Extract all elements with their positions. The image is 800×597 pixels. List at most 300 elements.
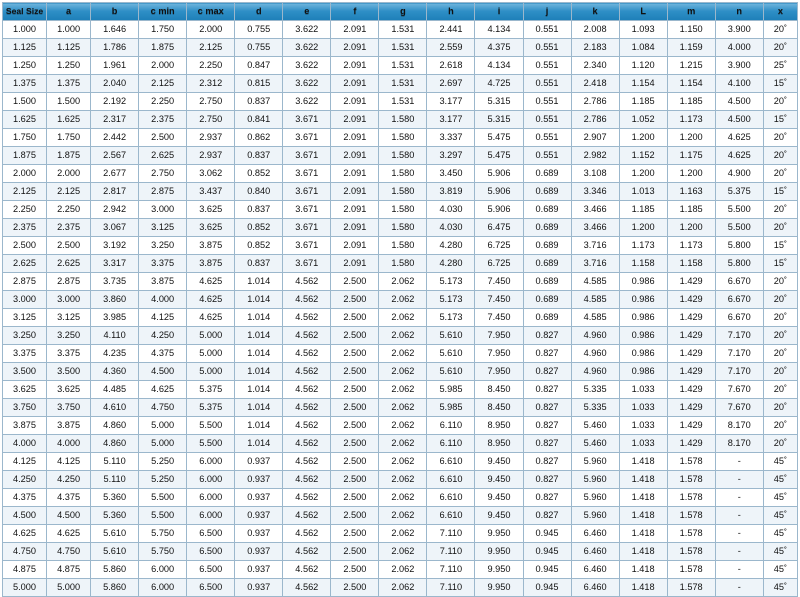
table-cell: 2.125 (47, 183, 91, 201)
table-cell: 4.860 (91, 417, 139, 435)
table-cell: 5.860 (91, 561, 139, 579)
table-cell: 3.437 (187, 183, 235, 201)
table-cell: 6.610 (427, 489, 475, 507)
table-cell: 2.500 (331, 471, 379, 489)
table-cell: 0.837 (235, 147, 283, 165)
table-cell: 1.500 (47, 93, 91, 111)
table-cell: 4.125 (47, 453, 91, 471)
cell-angle-x: 45˚ (763, 471, 797, 489)
table-row (3, 345, 798, 363)
table-cell: 9.950 (475, 561, 523, 579)
table-cell: 1.150 (667, 21, 715, 39)
table-cell: 5.610 (91, 543, 139, 561)
table-cell: 2.091 (331, 93, 379, 111)
table-cell: 2.500 (331, 561, 379, 579)
table-cell: 2.125 (187, 39, 235, 57)
table-cell: 2.091 (331, 219, 379, 237)
table-cell: 2.000 (187, 21, 235, 39)
table-cell: 1.531 (379, 93, 427, 111)
table-cell: 3.177 (427, 111, 475, 129)
table-cell: 6.000 (187, 489, 235, 507)
table-cell: 5.610 (427, 327, 475, 345)
table-cell: 1.000 (47, 21, 91, 39)
table-cell: 1.580 (379, 237, 427, 255)
table-row (3, 57, 798, 75)
cell-angle-x: 20˚ (763, 21, 797, 39)
table-cell: 5.960 (571, 489, 619, 507)
table-cell: 4.134 (475, 57, 523, 75)
table-cell: 1.200 (619, 129, 667, 147)
table-cell: 5.500 (715, 219, 763, 237)
table-cell: 1.418 (619, 471, 667, 489)
table-cell: 1.578 (667, 543, 715, 561)
table-cell: 2.062 (379, 273, 427, 291)
column-header-k: k (571, 3, 619, 21)
table-cell: 3.000 (47, 291, 91, 309)
table-cell: 2.500 (331, 435, 379, 453)
cell-angle-x: 45˚ (763, 489, 797, 507)
table-cell: 4.750 (139, 399, 187, 417)
table-cell: 2.375 (47, 219, 91, 237)
table-cell: 0.986 (619, 291, 667, 309)
table-cell: 4.625 (187, 309, 235, 327)
table-cell: 5.906 (475, 201, 523, 219)
table-cell: 7.170 (715, 345, 763, 363)
table-cell: 6.610 (427, 471, 475, 489)
table-cell: 1.185 (667, 201, 715, 219)
cell-angle-x: 20˚ (763, 201, 797, 219)
table-cell: 3.900 (715, 57, 763, 75)
table-cell: 1.158 (619, 255, 667, 273)
table-cell: 4.030 (427, 201, 475, 219)
table-cell: 4.360 (91, 363, 139, 381)
table-header (3, 3, 798, 21)
table-row (3, 399, 798, 417)
table-cell: 1.185 (619, 93, 667, 111)
table-cell: 3.062 (187, 165, 235, 183)
table-cell: 1.580 (379, 111, 427, 129)
table-cell: 2.340 (571, 57, 619, 75)
table-row (3, 435, 798, 453)
cell-seal-size: 3.750 (3, 399, 47, 417)
table-cell: 5.000 (47, 579, 91, 597)
table-cell: 2.677 (91, 165, 139, 183)
table-row (3, 309, 798, 327)
table-cell: 2.500 (331, 291, 379, 309)
table-cell: 1.375 (47, 75, 91, 93)
table-cell: - (715, 525, 763, 543)
cell-angle-x: 45˚ (763, 453, 797, 471)
table-row (3, 219, 798, 237)
column-header-n: n (715, 3, 763, 21)
table-cell: 6.725 (475, 255, 523, 273)
cell-seal-size: 2.875 (3, 273, 47, 291)
table-cell: 5.475 (475, 147, 523, 165)
table-cell: 5.375 (187, 381, 235, 399)
table-cell: 0.852 (235, 237, 283, 255)
table-cell: 4.960 (571, 345, 619, 363)
table-cell: 3.250 (139, 237, 187, 255)
table-cell: 4.562 (283, 543, 331, 561)
table-cell: 1.578 (667, 507, 715, 525)
table-cell: 7.950 (475, 363, 523, 381)
table-cell: 5.500 (139, 507, 187, 525)
table-cell: 0.852 (235, 165, 283, 183)
table-cell: 1.185 (619, 201, 667, 219)
table-cell: - (715, 471, 763, 489)
table-row (3, 273, 798, 291)
table-cell: 0.937 (235, 489, 283, 507)
table-cell: 2.062 (379, 381, 427, 399)
table-cell: 1.052 (619, 111, 667, 129)
table-cell: 1.014 (235, 381, 283, 399)
table-cell: 3.625 (47, 381, 91, 399)
table-cell: 2.091 (331, 57, 379, 75)
table-cell: 5.110 (91, 453, 139, 471)
table-cell: 4.625 (47, 525, 91, 543)
table-cell: 5.360 (91, 489, 139, 507)
table-cell: 2.982 (571, 147, 619, 165)
table-cell: 4.110 (91, 327, 139, 345)
table-cell: 0.937 (235, 453, 283, 471)
table-cell: 4.562 (283, 561, 331, 579)
table-cell: 2.062 (379, 327, 427, 345)
table-cell: 4.100 (715, 75, 763, 93)
cell-seal-size: 1.875 (3, 147, 47, 165)
table-cell: 5.500 (139, 489, 187, 507)
cell-angle-x: 20˚ (763, 129, 797, 147)
table-cell: 0.937 (235, 579, 283, 597)
table-cell: 1.531 (379, 75, 427, 93)
table-cell: 7.950 (475, 327, 523, 345)
table-cell: 2.091 (331, 165, 379, 183)
table-cell: 5.960 (571, 471, 619, 489)
column-header-i: i (475, 3, 523, 21)
table-cell: 1.961 (91, 57, 139, 75)
table-row (3, 255, 798, 273)
table-cell: 5.906 (475, 165, 523, 183)
table-cell: 0.551 (523, 57, 571, 75)
table-cell: 1.014 (235, 309, 283, 327)
table-cell: 1.418 (619, 453, 667, 471)
table-cell: 0.827 (523, 417, 571, 435)
table-cell: 3.622 (283, 21, 331, 39)
table-cell: 4.562 (283, 381, 331, 399)
table-cell: 4.562 (283, 471, 331, 489)
table-cell: 2.091 (331, 237, 379, 255)
column-header-x: x (763, 3, 797, 21)
cell-seal-size: 4.625 (3, 525, 47, 543)
table-cell: 1.418 (619, 561, 667, 579)
cell-angle-x: 20˚ (763, 309, 797, 327)
table-cell: 4.280 (427, 237, 475, 255)
table-cell: 1.033 (619, 435, 667, 453)
header-label-seal: Seal Size (5, 5, 44, 16)
table-cell: 5.475 (475, 129, 523, 147)
cell-seal-size: 2.125 (3, 183, 47, 201)
table-cell: 6.500 (187, 543, 235, 561)
cell-seal-size: 2.375 (3, 219, 47, 237)
cell-seal-size: 4.375 (3, 489, 47, 507)
table-cell: 5.335 (571, 381, 619, 399)
table-cell: 2.500 (331, 417, 379, 435)
table-cell: 1.750 (47, 129, 91, 147)
table-cell: 2.062 (379, 543, 427, 561)
table-cell: 5.110 (91, 471, 139, 489)
table-cell: 2.125 (139, 75, 187, 93)
table-row (3, 579, 798, 597)
table-cell: 1.033 (619, 381, 667, 399)
cell-angle-x: 45˚ (763, 543, 797, 561)
table-cell: 2.786 (571, 111, 619, 129)
cell-seal-size: 1.000 (3, 21, 47, 39)
table-cell: 2.618 (427, 57, 475, 75)
cell-seal-size: 3.875 (3, 417, 47, 435)
table-cell: 2.500 (331, 579, 379, 597)
table-cell: 3.067 (91, 219, 139, 237)
table-cell: 2.942 (91, 201, 139, 219)
table-cell: 4.280 (427, 255, 475, 273)
table-row (3, 183, 798, 201)
table-cell: 1.429 (667, 381, 715, 399)
table-row (3, 327, 798, 345)
table-cell: 2.062 (379, 291, 427, 309)
table-row (3, 129, 798, 147)
table-cell: 9.450 (475, 507, 523, 525)
table-cell: 2.500 (331, 309, 379, 327)
table-cell: 1.158 (667, 255, 715, 273)
table-cell: 3.625 (187, 219, 235, 237)
table-cell: 4.960 (571, 327, 619, 345)
table-cell: 0.827 (523, 507, 571, 525)
cell-seal-size: 4.250 (3, 471, 47, 489)
table-cell: 0.551 (523, 39, 571, 57)
table-cell: 4.750 (47, 543, 91, 561)
table-cell: 1.014 (235, 363, 283, 381)
table-cell: 2.500 (331, 399, 379, 417)
table-cell: 3.716 (571, 237, 619, 255)
table-cell: 3.875 (187, 237, 235, 255)
table-cell: 5.610 (91, 525, 139, 543)
table-cell: 4.562 (283, 417, 331, 435)
cell-seal-size: 4.750 (3, 543, 47, 561)
column-header-a: a (47, 3, 91, 21)
table-cell: 3.671 (283, 255, 331, 273)
table-cell: 1.175 (667, 147, 715, 165)
table-cell: 3.875 (47, 417, 91, 435)
table-cell: 5.000 (187, 363, 235, 381)
table-cell: 3.622 (283, 39, 331, 57)
table-cell: 2.091 (331, 183, 379, 201)
table-cell: 1.014 (235, 345, 283, 363)
table-cell: 5.000 (139, 435, 187, 453)
table-cell: 7.670 (715, 381, 763, 399)
table-cell: 4.562 (283, 273, 331, 291)
table-cell: 1.531 (379, 39, 427, 57)
table-cell: 6.000 (187, 453, 235, 471)
table-cell: 7.110 (427, 525, 475, 543)
cell-seal-size: 3.625 (3, 381, 47, 399)
table-cell: 2.062 (379, 453, 427, 471)
table-cell: 1.250 (47, 57, 91, 75)
table-cell: 1.646 (91, 21, 139, 39)
table-cell: 1.875 (139, 39, 187, 57)
table-cell: 2.500 (331, 381, 379, 399)
table-cell: 5.960 (571, 453, 619, 471)
table-cell: 6.000 (187, 507, 235, 525)
table-cell: 5.000 (139, 417, 187, 435)
table-cell: 5.906 (475, 183, 523, 201)
table-cell: 3.450 (427, 165, 475, 183)
table-cell: 1.418 (619, 579, 667, 597)
cell-angle-x: 15˚ (763, 237, 797, 255)
table-cell: 0.551 (523, 147, 571, 165)
table-cell: 1.580 (379, 219, 427, 237)
table-cell: 0.937 (235, 561, 283, 579)
table-cell: 5.860 (91, 579, 139, 597)
table-cell: 2.040 (91, 75, 139, 93)
cell-angle-x: 45˚ (763, 579, 797, 597)
table-cell: 0.827 (523, 345, 571, 363)
table-cell: 4.562 (283, 327, 331, 345)
table-cell: 1.173 (667, 111, 715, 129)
table-cell: 0.837 (235, 255, 283, 273)
table-cell: 0.551 (523, 111, 571, 129)
table-cell: 2.183 (571, 39, 619, 57)
table-cell: 7.450 (475, 291, 523, 309)
table-cell: 0.937 (235, 471, 283, 489)
table-cell: 0.689 (523, 291, 571, 309)
table-row (3, 147, 798, 165)
table-cell: 6.460 (571, 525, 619, 543)
table-cell: 0.827 (523, 489, 571, 507)
cell-angle-x: 20˚ (763, 435, 797, 453)
cell-angle-x: 15˚ (763, 111, 797, 129)
table-cell: 1.014 (235, 273, 283, 291)
table-cell: 3.297 (427, 147, 475, 165)
table-cell: 1.750 (139, 21, 187, 39)
table-cell: 1.418 (619, 525, 667, 543)
table-cell: 4.625 (715, 129, 763, 147)
table-cell: 1.580 (379, 183, 427, 201)
table-cell: 4.375 (47, 489, 91, 507)
table-cell: 2.500 (331, 273, 379, 291)
table-cell: 2.625 (139, 147, 187, 165)
table-cell: 1.185 (667, 93, 715, 111)
table-cell: 6.000 (139, 561, 187, 579)
table-cell: 0.841 (235, 111, 283, 129)
cell-angle-x: 20˚ (763, 273, 797, 291)
table-cell: 2.091 (331, 129, 379, 147)
table-cell: 2.062 (379, 309, 427, 327)
table-cell: 4.725 (475, 75, 523, 93)
table-cell: 0.840 (235, 183, 283, 201)
table-cell: 1.429 (667, 435, 715, 453)
table-row (3, 453, 798, 471)
table-cell: 4.585 (571, 273, 619, 291)
table-cell: 5.315 (475, 93, 523, 111)
table-cell: 3.860 (91, 291, 139, 309)
table-cell: 4.562 (283, 489, 331, 507)
table-cell: 4.610 (91, 399, 139, 417)
table-cell: 6.000 (139, 579, 187, 597)
table-cell: 2.875 (47, 273, 91, 291)
table-cell: 7.670 (715, 399, 763, 417)
table-cell: 0.827 (523, 471, 571, 489)
table-cell: 2.091 (331, 147, 379, 165)
table-row (3, 489, 798, 507)
table-cell: 1.173 (667, 237, 715, 255)
table-cell: 5.460 (571, 417, 619, 435)
cell-seal-size: 1.500 (3, 93, 47, 111)
table-row (3, 363, 798, 381)
table-cell: 7.170 (715, 363, 763, 381)
cell-seal-size: 4.500 (3, 507, 47, 525)
table-cell: 1.159 (667, 39, 715, 57)
table-cell: 1.418 (619, 489, 667, 507)
table-cell: 0.551 (523, 75, 571, 93)
table-cell: 4.235 (91, 345, 139, 363)
cell-seal-size: 5.000 (3, 579, 47, 597)
header-row (3, 3, 798, 21)
table-cell: 1.093 (619, 21, 667, 39)
table-cell: 0.945 (523, 561, 571, 579)
table-cell: 2.091 (331, 111, 379, 129)
cell-angle-x: 45˚ (763, 561, 797, 579)
cell-angle-x: 20˚ (763, 381, 797, 399)
column-header-h: h (427, 3, 475, 21)
table-cell: 6.725 (475, 237, 523, 255)
table-cell: 1.033 (619, 417, 667, 435)
table-cell: 1.429 (667, 309, 715, 327)
table-cell: 0.689 (523, 165, 571, 183)
table-cell: 8.170 (715, 417, 763, 435)
table-cell: 6.670 (715, 273, 763, 291)
table-cell: 4.250 (139, 327, 187, 345)
table-cell: 5.335 (571, 399, 619, 417)
table-cell: 7.110 (427, 561, 475, 579)
table-cell: 7.170 (715, 327, 763, 345)
table-cell: 1.429 (667, 363, 715, 381)
table-cell: 2.062 (379, 507, 427, 525)
table-cell: 1.578 (667, 471, 715, 489)
column-header-seal-size (3, 3, 47, 21)
table-cell: 1.014 (235, 417, 283, 435)
table-cell: 4.000 (139, 291, 187, 309)
table-cell: 5.960 (571, 507, 619, 525)
table-cell: 3.716 (571, 255, 619, 273)
cell-seal-size: 3.250 (3, 327, 47, 345)
cell-seal-size: 1.375 (3, 75, 47, 93)
table-cell: 2.817 (91, 183, 139, 201)
table-row (3, 237, 798, 255)
table-cell: 6.500 (187, 561, 235, 579)
table-cell: 1.033 (619, 399, 667, 417)
table-cell: 6.610 (427, 453, 475, 471)
table-cell: 2.062 (379, 561, 427, 579)
table-cell: 2.500 (331, 543, 379, 561)
table-cell: 1.429 (667, 417, 715, 435)
table-cell: - (715, 543, 763, 561)
table-cell: 8.450 (475, 381, 523, 399)
table-cell: 6.460 (571, 543, 619, 561)
table-cell: 1.154 (619, 75, 667, 93)
table-cell: 7.110 (427, 579, 475, 597)
table-cell: 1.014 (235, 327, 283, 345)
cell-angle-x: 20˚ (763, 93, 797, 111)
table-cell: 1.578 (667, 561, 715, 579)
table-cell: 4.000 (47, 435, 91, 453)
